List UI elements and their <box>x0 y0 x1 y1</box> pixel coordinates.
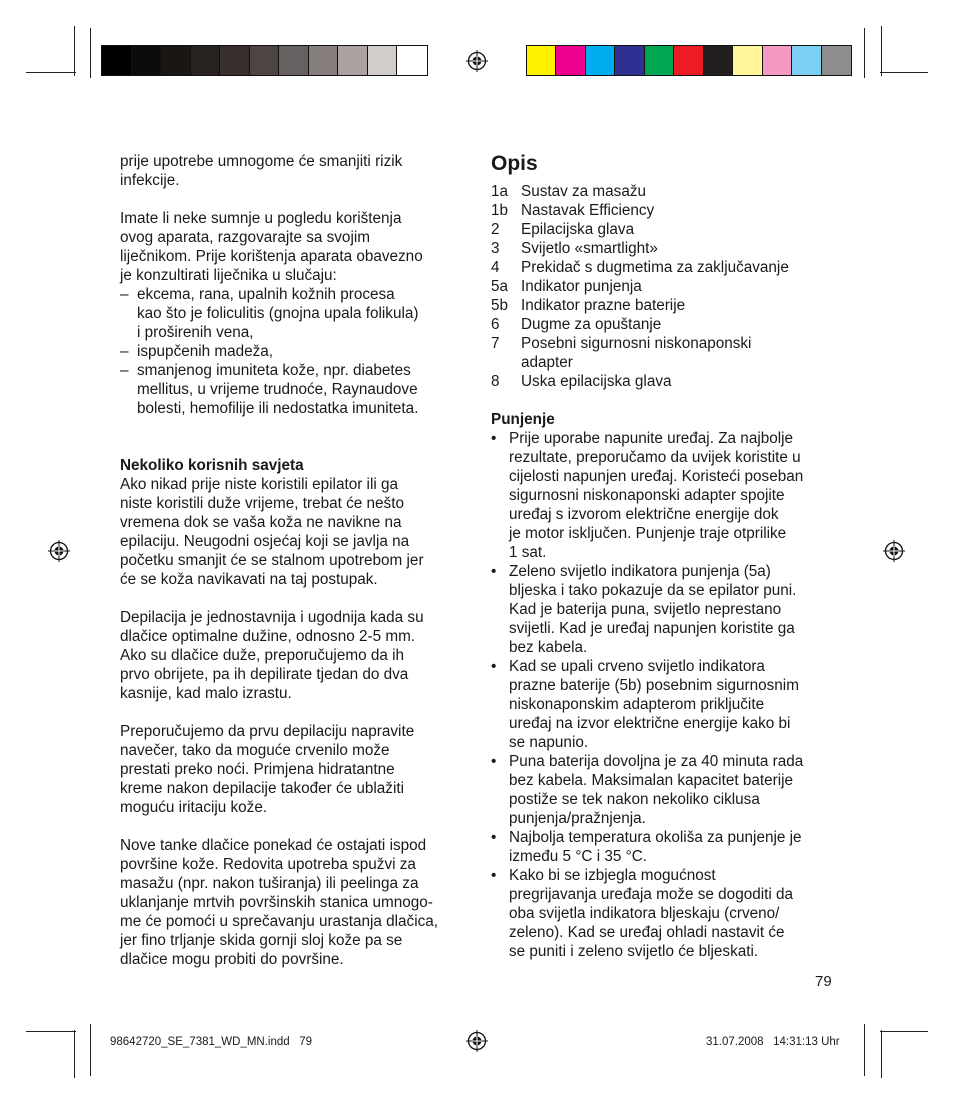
list-item <box>491 258 841 277</box>
color-swatch <box>704 46 733 75</box>
color-swatch <box>102 46 132 75</box>
registration-mark-icon <box>48 540 70 562</box>
list-item-text: Epilacijska glava <box>521 221 635 238</box>
registration-mark-icon <box>883 540 905 562</box>
list-item-text: Uska epilacijska glava <box>521 373 672 390</box>
list-item-text: Svijetlo «smartlight» <box>521 240 658 257</box>
list-item-text: Prekidač s dugmetima za zaključavanje <box>521 259 789 276</box>
color-swatch <box>527 46 556 75</box>
paragraph-tips-4: Nove tanke dlačice ponekad će ostajati ispod površine kože. Redovita upotreba spužvi za masažu (npr. nakon tuširanja) ili peelinga za uklanjanje mrtvih površinskih stanica umnogo- me će pomoći u sprečavanju urastanja dlačica, jer fino trljanje skida gornji sloj kože pa se dlačice mogu probiti do površine. <box>120 837 439 968</box>
footer-timestamp: 31.07.2008 14:31:13 Uhr <box>706 1036 840 1048</box>
color-swatch <box>161 46 191 75</box>
paragraph-tips-3: Preporučujemo da prvu depilaciju napravite navečer, tako da moguće crvenilo može prestati preko noći. Primjena hidratantne kreme nakon depilacije također će ublažiti moguću iritaciju kože. <box>120 723 415 816</box>
color-swatch <box>733 46 762 75</box>
list-item-text: Dugme za opuštanje <box>521 316 662 333</box>
page-number: 79 <box>815 973 832 990</box>
section-heading-tips: Nekoliko korisnih savjeta <box>120 457 304 474</box>
list-item: • Puna baterija dovoljna je za 40 minuta rada bez kabela. Maksimalan kapacitet baterije postiže se tek nakon nekoliko ciklusa punjenja/pražnjenja. <box>491 753 804 827</box>
list-item-number: 5b <box>491 297 509 314</box>
list-item <box>491 201 841 220</box>
list-item <box>491 296 841 315</box>
color-swatch <box>586 46 615 75</box>
color-swatch <box>309 46 339 75</box>
charging-bullet-list <box>491 429 841 961</box>
color-swatch <box>645 46 674 75</box>
list-item <box>491 277 841 296</box>
section-heading-charging: Punjenje <box>491 411 555 428</box>
registration-mark-icon <box>466 50 488 72</box>
paragraph-tips-2: Depilacija je jednostavnija i ugodnija kada su dlačice optimalne dužine, odnosno 2-5 mm. Ako su dlačice duže, preporučujemo da ih prvo obrijete, pa ih depilirate tjedan do dva kasnije, kad malo izrastu. <box>120 609 424 702</box>
left-column <box>120 152 470 969</box>
color-swatch <box>674 46 703 75</box>
list-item <box>491 315 841 334</box>
bullet-icon: • <box>491 829 497 846</box>
list-item-text: Posebni sigurnosni niskonaponski adapter <box>521 335 752 371</box>
color-swatch <box>822 46 851 75</box>
color-swatch <box>191 46 221 75</box>
section-title-opis: Opis <box>491 152 538 175</box>
list-item <box>491 372 841 391</box>
bullet-icon: • <box>491 867 497 884</box>
color-swatch <box>368 46 398 75</box>
list-item-text: Nastavak Efficiency <box>521 202 655 219</box>
list-item: • Kako bi se izbjegla mogućnost pregrijavanja uređaja može se dogoditi da oba svijetla indikatora bljeskaju (crveno/ zeleno). Kad se uređaj ohladi nastavit će se puniti i zeleno svijetlo će bljeskati. <box>491 867 794 960</box>
list-item-number: 5a <box>491 278 509 295</box>
color-swatch <box>763 46 792 75</box>
paragraph-tips-1: Ako nikad prije niste koristili epilator ili ga niste koristili duže vrijeme, trebat će nešto vremena dok se vaša koža ne navikne na epilaciju. Neugodni osjećaj koji se javlja na početku smanjit će se stalnom upotrebom jer će se koža navikavati na taj postupak. <box>120 476 424 588</box>
color-swatch <box>132 46 162 75</box>
list-item: – ispupčenih madeža, <box>120 343 274 360</box>
footer-file-name: 98642720_SE_7381_WD_MN.indd 79 <box>110 1036 313 1048</box>
list-item-number: 8 <box>491 373 500 390</box>
list-item-number: 6 <box>491 316 500 333</box>
list-item <box>491 239 841 258</box>
paragraph-infection: prije upotrebe umnogome će smanjiti rizik infekcije. <box>120 153 403 189</box>
color-swatch <box>556 46 585 75</box>
bullet-icon: • <box>491 753 497 770</box>
list-item: • Zeleno svijetlo indikatora punjenja (5a) bljeska i tako pokazuje da se epilator puni. Kad je baterija puna, svijetlo neprestano svijetli. Kad je uređaj napunjen koristite ga bez kabela. <box>491 563 797 656</box>
list-item-number: 2 <box>491 221 500 238</box>
right-column <box>491 151 841 961</box>
color-swatch <box>615 46 644 75</box>
bullet-icon: • <box>491 563 497 580</box>
list-item-number: 4 <box>491 259 500 276</box>
list-item: • Kad se upali crveno svijetlo indikatora prazne baterije (5b) posebnim sigurnosnim niskonaponskim adapterom priključite uređaj na izvor električne energije kako bi se napunio. <box>491 658 799 751</box>
list-item-number: 3 <box>491 240 500 257</box>
list-item-number: 7 <box>491 335 500 352</box>
process-color-bar <box>526 45 852 76</box>
list-item: • Prije uporabe napunite uređaj. Za najbolje rezultate, preporučamo da uvijek koristite u cijelosti napunjen uređaj. Koristeći poseban sigurnosni niskonaponski adapter spojite uređaj s izvorom električne energije dok je motor isključen. Punjenje traje otprilike 1 sat. <box>491 430 804 561</box>
parts-list <box>491 182 841 391</box>
color-swatch <box>250 46 280 75</box>
bullet-icon: • <box>491 658 497 675</box>
list-item <box>491 182 841 201</box>
list-item: – ekcema, rana, upalnih kožnih procesa kao što je foliculitis (gnojna upala folikula) i proširenih vena, <box>120 286 419 341</box>
color-swatch <box>220 46 250 75</box>
paragraph-consult-doctor: Imate li neke sumnje u pogledu korištenja ovog aparata, razgovarajte sa svojim liječnikom. Prije korištenja aparata obavezno je konzultirati liječnika u slučaju: <box>120 210 423 284</box>
color-swatch <box>279 46 309 75</box>
list-item-text: Sustav za masažu <box>521 183 646 200</box>
color-swatch <box>397 46 427 75</box>
list-item <box>491 220 841 239</box>
list-item-number: 1b <box>491 202 509 219</box>
registration-mark-icon <box>466 1030 488 1052</box>
list-item: • Najbolja temperatura okoliša za punjenje je između 5 °C i 35 °C. <box>491 829 802 865</box>
list-item-number: 1a <box>491 183 509 200</box>
list-item: – smanjenog imuniteta kože, npr. diabetes mellitus, u vrijeme trudnoće, Raynaudove bolesti, hemofilije ili nedostatka imuniteta. <box>120 362 419 417</box>
list-item-text: Indikator prazne baterije <box>521 297 686 314</box>
list-item <box>491 334 841 372</box>
bullet-icon: • <box>491 430 497 447</box>
list-item-text: Indikator punjenja <box>521 278 642 295</box>
color-swatch <box>792 46 821 75</box>
grayscale-color-bar <box>101 45 428 76</box>
color-swatch <box>338 46 368 75</box>
